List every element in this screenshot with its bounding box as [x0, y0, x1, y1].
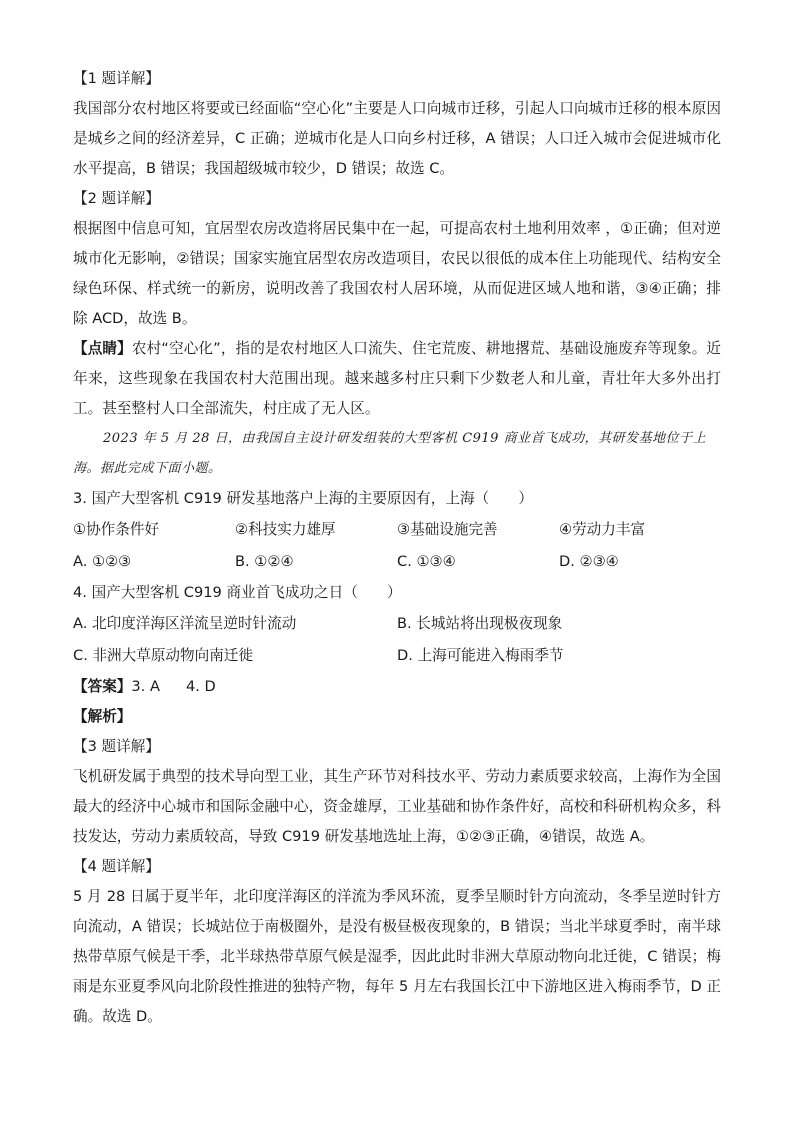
q2-body: 根据图中信息可知，宜居型农房改造将居民集中在一起，可提高农村土地利用效率 ，①正确；但对逆城市化无影响，②错误；国家实施宜居型农房改造项目，农民以很低的成本住上功能现代、结构安全绿色环保、样式统一的新房，说明改善了我国农村人居环境，从而促进区域人地和谐，③④正确；排除 ACD，故选 B。 — [73, 220, 721, 327]
q3-item-2: ②科技实力雄厚 — [235, 521, 336, 538]
q4-detail-heading: 【4 题详解】 — [73, 858, 160, 875]
question-intro: 2023 年 5 月 28 日，由我国自主设计研发组装的大型客机 C919 商业首飞成功，其研发基地位于上海。据此完成下面小题。 — [73, 431, 707, 476]
q3-options — [73, 546, 721, 578]
q3-detail-body: 飞机研发属于典型的技术导向型工业，其生产环节对科技水平、劳动力素质要求较高，上海作为全国最大的经济中心城市和国际金融中心，资金雄厚，工业基础和协作条件好，高校和科研机构众多，科技发达，劳动力素质较高，导致 C919 研发基地选址上海，①②③正确，④错误，故选 A。 — [73, 768, 721, 845]
q4-detail-body: 5 月 28 日属于夏半年，北印度洋海区的洋流为季风环流，夏季呈顺时针方向流动，冬季呈逆时针方向流动，A 错误；长城站位于南极圈外，是没有极昼极夜现象的，B 错误；当北半球夏季时，南半球热带草原气候是干季，北半球热带草原气候是湿季，因此此时非洲大草原动物向北迁徙，C 错误；梅雨是东亚夏季风向北阶段性推进的独特产物，每年 5 月左右我国长江中下游地区进入梅雨季节，D 正确。故选 D。 — [73, 888, 721, 1025]
q4-option-a: A. 北印度洋海区洋流呈逆时针流动 — [73, 615, 297, 632]
q3-option-c: C. ①③④ — [397, 553, 456, 570]
comment-label: 【点睛】 — [73, 340, 132, 357]
q4-option-c: C. 非洲大草原动物向南迁徙 — [73, 647, 254, 664]
answer-label: 【答案】 — [73, 678, 132, 695]
answer-3: 3. A — [131, 678, 160, 695]
q3-option-b: B. ①②④ — [235, 553, 294, 570]
q3-stem: 3. 国产大型客机 C919 研发基地落户上海的主要原因有，上海（ ） — [73, 490, 533, 507]
q3-option-d: D. ②③④ — [559, 553, 619, 570]
q2-heading: 【2 题详解】 — [73, 190, 160, 207]
q1-heading: 【1 题详解】 — [73, 70, 160, 87]
answer-line — [73, 672, 721, 702]
q3-option-a: A. ①②③ — [73, 553, 132, 570]
q3-detail-heading: 【3 题详解】 — [73, 738, 160, 755]
document-content — [73, 64, 721, 1032]
q4-option-d: D. 上海可能进入梅雨季节 — [397, 647, 564, 664]
q4-stem: 4. 国产大型客机 C919 商业首飞成功之日（ ） — [73, 584, 402, 601]
answer-4: 4. D — [185, 678, 216, 695]
comment-paragraph — [73, 334, 721, 424]
q3-item-1: ①协作条件好 — [73, 521, 160, 538]
q1-body: 我国部分农村地区将要或已经面临“空心化”主要是人口向城市迁移，引起人口向城市迁移的根本原因是城乡之间的经济差异，C 正确；逆城市化是人口向乡村迁移，A 错误；人口迁入城市会促进城市化水平提高，B 错误；我国超级城市较少，D 错误；故选 C。 — [73, 100, 721, 177]
analysis-label: 【解析】 — [73, 708, 132, 725]
q4-options-row-2 — [73, 640, 721, 672]
q3-item-3: ③基础设施完善 — [397, 521, 498, 538]
q3-item-4: ④劳动力丰富 — [559, 521, 646, 538]
comment-body: 农村“空心化”，指的是农村地区人口流失、住宅荒废、耕地撂荒、基础设施废弃等现象。近年来，这些现象在我国农村大范围出现。越来越多村庄只剩下少数老人和儿童，青壮年大多外出打工。甚至整村人口全部流失，村庄成了无人区。 — [73, 340, 721, 417]
q4-option-b: B. 长城站将出现极夜现象 — [397, 615, 563, 632]
q3-items — [73, 514, 721, 546]
q4-options-row-1 — [73, 608, 721, 640]
